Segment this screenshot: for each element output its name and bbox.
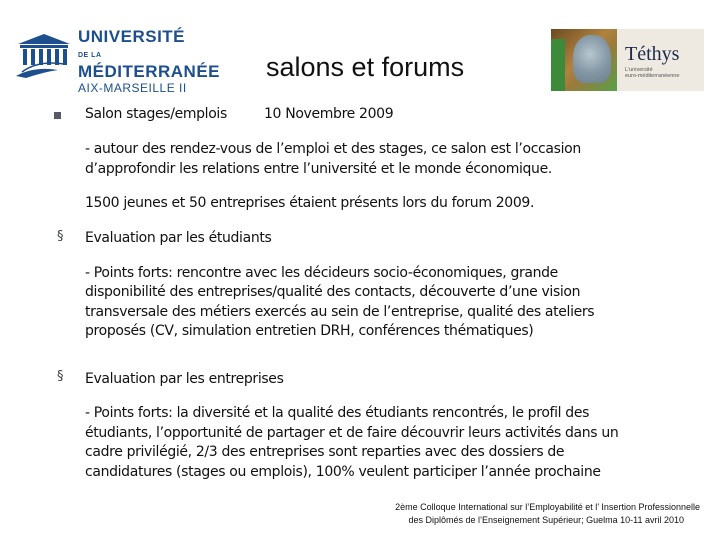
square-bullet-icon	[54, 112, 61, 119]
logo-de-la: DE LA	[78, 52, 102, 60]
section-2-line-1: - Points forts: rencontre avec les décideurs socio-économiques, grande	[85, 265, 558, 281]
section-3-heading: Evaluation par les entreprises	[85, 371, 284, 387]
section-3-line-2: étudiants, l’opportunité de partager et de faire découvrir leurs activités dans un	[85, 425, 619, 441]
section-2-heading: Evaluation par les étudiants	[85, 230, 272, 246]
section-3-line-4: candidatures (stages ou emplois), 100% veulent participer l’année prochaine	[85, 464, 601, 480]
footer-line-1: 2ème Colloque International sur l’Employabilité et l’ Insertion Professionnelle	[395, 502, 700, 512]
logo-line-3: AIX-MARSEILLE II	[78, 81, 187, 95]
section-2-line-2: disponibilité des entreprises/qualité des contacts, découverte d’une vision	[85, 284, 581, 300]
section-1-date: 10 Novembre 2009	[264, 106, 394, 122]
section-2-line-3: transversale des métiers exercés au sein de l’entreprise, qualité des ateliers	[85, 304, 595, 320]
section-1-heading: Salon stages/emplois	[85, 106, 227, 122]
q-bullet-icon: §	[57, 229, 64, 244]
tethys-logo	[551, 29, 704, 91]
tethys-sub-2: euro-méditerranéenne	[625, 73, 680, 79]
temple-icon	[14, 30, 74, 80]
section-1-extra: 1500 jeunes et 50 entreprises étaient présents lors du forum 2009.	[85, 195, 535, 211]
section-3-line-1: - Points forts: la diversité et la qualité des étudiants rencontrés, le profil des	[85, 405, 590, 421]
university-logo	[14, 27, 229, 95]
section-1-line-2: d’approfondir les relations entre l’université et le monde économique.	[85, 161, 552, 177]
tethys-name: Téthys	[625, 43, 680, 65]
section-1-line-1: - autour des rendez-vous de l’emploi et des stages, ce salon est l’occasion	[85, 141, 581, 157]
section-3-line-3: cadre privilégié, 2/3 des entreprises sont reparties avec des dossiers de	[85, 444, 565, 460]
q-bullet-icon: §	[57, 369, 64, 384]
footer-line-2: des Diplômés de l’Enseignement Supérieur; Guelma 10-11 avril 2010	[408, 515, 684, 525]
tethys-subtitle	[625, 67, 679, 79]
statue-image	[551, 29, 617, 91]
tethys-sub-1: L'université	[625, 67, 653, 73]
page-title: salons et forums	[266, 52, 465, 82]
section-2-line-4: proposés (CV, simulation entretien DRH, conférences thématiques)	[85, 323, 534, 339]
logo-line-1: UNIVERSITÉ	[78, 27, 186, 46]
logo-line-2: MÉDITERRANÉE	[78, 62, 221, 81]
